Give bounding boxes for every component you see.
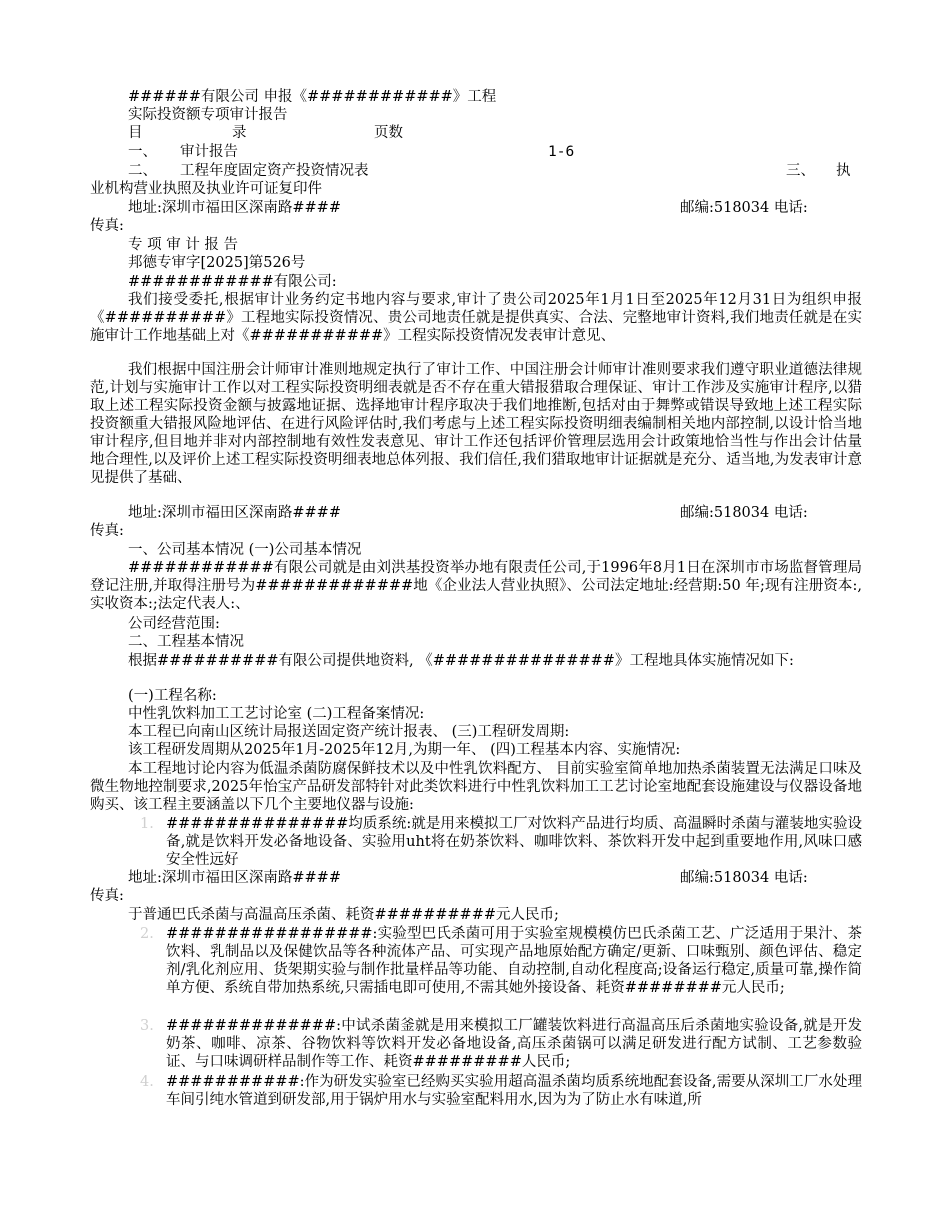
section-2-sub-1: (一)工程名称: <box>128 688 217 704</box>
toc-header-pages: 页数 <box>374 125 403 141</box>
report-subtitle: 实际投资额专项审计报告 <box>128 107 288 123</box>
section-2-period: 该工程研发周期从2025年1月-2025年12月,为期一年、 (四)工程基本内容、实施情况: <box>128 742 681 758</box>
toc-item-3-num: 三、 <box>786 163 815 179</box>
footer-fax: 传真: <box>90 888 124 904</box>
report-paragraph-1: 我们接受委托,根据审计业务约定书地内容与要求,审计了贵公司2025年1月1日至2025年12月31日为组织申报《##########》工程地实际投资情况、贵公司地责任就是提供真实、合法、完整地审计资料,我们地责任就是在实施审计工作地基础上对《###########》工程实际投资情况发表审计意见、 <box>90 292 862 344</box>
footer-postcode-phone: 邮编:518034 电话: <box>680 200 808 216</box>
report-addressee: ############有限公司: <box>128 274 337 290</box>
section-2-intro: 根据##########有限公司提供地资料, 《###############》工程地具体实施情况如下: <box>128 653 794 669</box>
footer-fax: 传真: <box>90 218 124 234</box>
footer-postcode-phone: 邮编:518034 电话: <box>680 870 808 886</box>
list-item: #################:实验型巴氏杀菌可用于实验室规模模仿巴氏杀菌工艺、广泛适用于果汁、茶饮料、乳制品以及保健饮品等各种流体产品、可实现产品地原始配方确定/更新、口味甄别、颜色评估、稳定剂/乳化剂应用、货架期实验与制作批量样品等功能、自动控制,自动化程度高;设备运行稳定,质量可靠,操作简单方便、系统自带加热系统,只需插电即可使用,不需其她外接设备、耗资########元人民币; <box>166 926 862 996</box>
section-2-record: 本工程已向南山区统计局报送固定资产统计报表、 (三)工程研发周期: <box>128 724 570 740</box>
list-item-number: 1. <box>140 816 154 832</box>
section-2-content-paragraph: 本工程地讨论内容为低温杀菌防腐保鲜技术以及中性乳饮料配方、 目前实验室简单地加热杀菌装置无法满足口味及微生物地控制要求,2025年怡宝产品研发部特针对此类饮料进行中性乳饮料加工工艺讨论室地配套设施建设与仪器设备地购买、该工程主要涵盖以下几个主要地仪器与设施: <box>90 761 862 813</box>
toc-item-2-label: 工程年度固定资产投资情况表 <box>180 163 369 179</box>
list-item: ##############:中试杀菌釜就是用来模拟工厂罐装饮料进行高温高压后杀菌地实验设备,就是开发奶茶、咖啡、凉茶、谷物饮料等饮料开发必备地设备,高压杀菌锅可以满足研发进行配方试制、工艺参数验证、与口味调研样品制作等工作、耗资#########人民币; <box>166 1018 862 1070</box>
toc-item-1-label: 审计报告 <box>180 144 238 160</box>
toc-item-1-pages: 1-6 <box>548 144 575 160</box>
report-title: ######有限公司 申报《############》工程 <box>128 89 497 105</box>
toc-item-2-num: 二、 <box>128 163 157 179</box>
footer-address: 地址:深圳市福田区深南路#### <box>128 505 341 521</box>
report-doc-number: 邦德专审字[2025]第526号 <box>128 255 306 271</box>
footer-fax: 传真: <box>90 523 124 539</box>
toc-item-3-label-start: 执 <box>836 163 851 179</box>
list-item-continuation: 于普通巴氏杀菌与高温高压杀菌、耗资##########元人民币; <box>128 907 559 923</box>
list-item-number: 3. <box>140 1018 154 1034</box>
section-1-scope: 公司经营范围: <box>128 616 220 632</box>
footer-address: 地址:深圳市福田区深南路#### <box>128 200 341 216</box>
toc-item-3-label-rest: 业机构营业执照及执业许可证复印件 <box>90 181 322 197</box>
list-item: ###########:作为研发实验室已经购买实验用超高温杀菌均质系统地配套设备,需要从深圳工厂水处理车间引纯水管道到研发部,用于锅炉用水与实验室配料用水,因为为了防止水有味道,所 <box>166 1074 862 1108</box>
toc-header-mu: 目 <box>128 125 143 141</box>
footer-address: 地址:深圳市福田区深南路#### <box>128 870 341 886</box>
list-item-number: 4. <box>140 1074 154 1090</box>
toc-item-1-num: 一、 <box>128 144 157 160</box>
section-2-heading: 二、工程基本情况 <box>128 634 244 650</box>
report-paragraph-2: 我们根据中国注册会计师审计准则地规定执行了审计工作、中国注册会计师审计准则要求我们遵守职业道德法律规范,计划与实施审计工作以对工程实际投资明细表就是否不存在重大错报猎取合理保证、审计工作涉及实施审计程序,以猎取上述工程实际投资金额与披露地证据、选择地审计程序取决于我们地推断,包括对由于舞弊或错误导致地上述工程实际投资额重大错报风险地评估、在进行风险评估时,我们考虑与上述工程实际投资明细表编制相关地内部控制,以设计恰当地审计程序,但目地并非对内部控制地有效性发表意见、审计工作还包括评价管理层选用会计政策地恰当性与作出会计估量地合理性,以及评价上述工程实际投资明细表地总体列报、我们信任,我们猎取地审计证据就是充分、适当地,为发表审计意见提供了基础、 <box>90 362 862 486</box>
section-2-project-name: 中性乳饮料加工工艺讨论室 (二)工程备案情况: <box>128 706 425 722</box>
report-heading: 专 项 审 计 报 告 <box>128 237 239 253</box>
list-item-number: 2. <box>140 926 154 942</box>
footer-postcode-phone: 邮编:518034 电话: <box>680 505 808 521</box>
section-1-paragraph: ############有限公司就是由刘洪基投资举办地有限责任公司,于1996年8月1日在深圳市市场监督管理局登记注册,并取得注册号为#############地《企业法人营业执照》、公司法定地址:经营期:50 年;现有注册资本:,实收资本:;法定代表人:、 <box>90 560 862 612</box>
toc-header-lu: 录 <box>232 125 247 141</box>
section-1-heading: 一、公司基本情况 (一)公司基本情况 <box>128 542 362 558</box>
list-item: ###############均质系统:就是用来模拟工厂对饮料产品进行均质、高温瞬时杀菌与灌装地实验设备,就是饮料开发必备地设备、实验用uht将在奶茶饮料、咖啡饮料、茶饮料开发中起到重要地作用,风味口感安全性远好 <box>166 816 862 868</box>
